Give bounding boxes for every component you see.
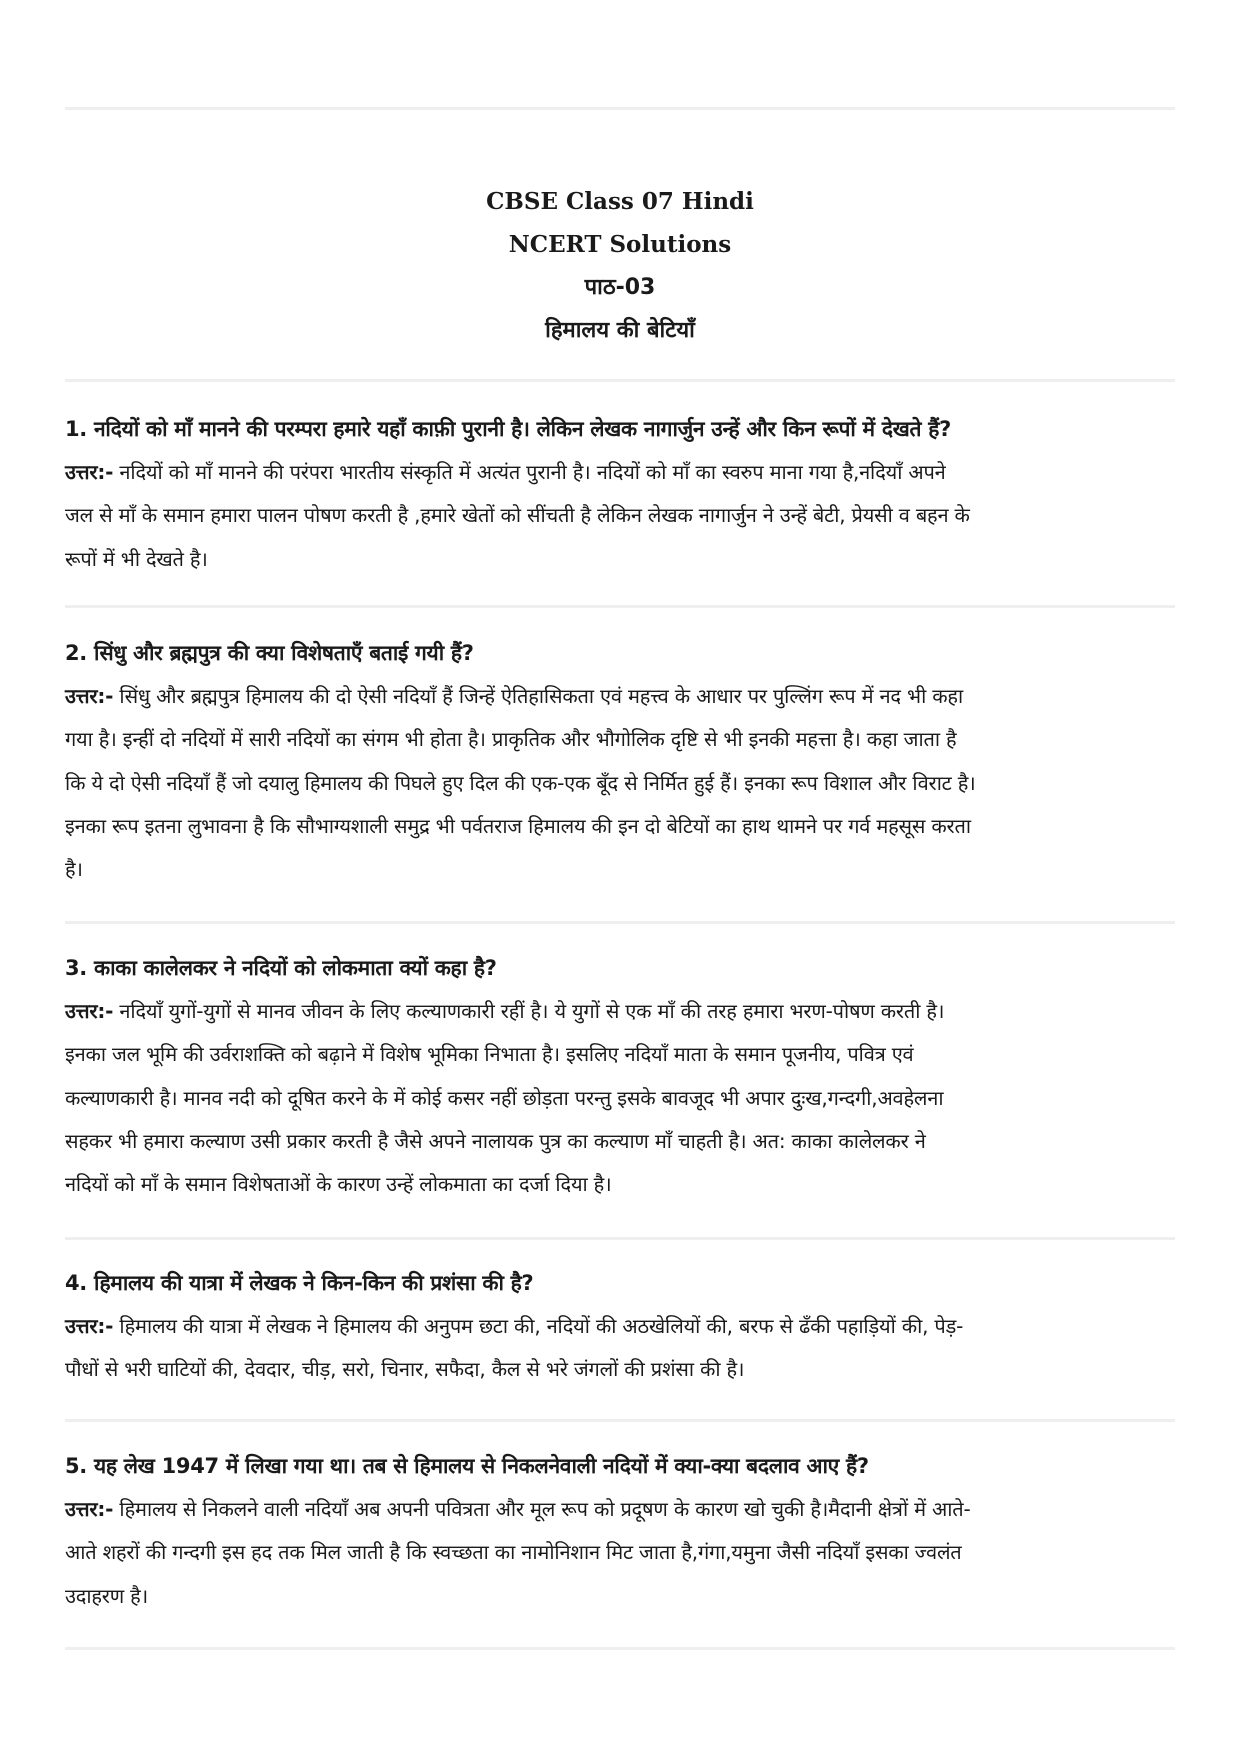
answer-line: कल्याणकारी है। मानव नदी को दूषित करने के में कोई कसर नहीं छोड़ता परन्तु इसके बावजूद भी अपार दुःख,गन्दगी,अवहेलना (65, 1085, 944, 1110)
answer-line: पौधों से भरी घाटियों की, देवदार, चीड़, सरो, चिनार, सफैदा, कैल से भरे जंगलों की प्रशंसा की है। (65, 1357, 745, 1382)
question: 2. सिंधु और ब्रह्मपुत्र की क्या विशेषताएँ बताई गयी हैं? (65, 641, 474, 665)
qa-item-1 (65, 408, 1180, 581)
qa-item-5 (65, 1445, 1180, 1618)
header-class-title: CBSE Class 07 Hindi (486, 188, 754, 215)
answer-line: है। (65, 857, 83, 882)
question: 4. हिमालय की यात्रा में लेखक ने किन-किन की प्रशंसा की है? (65, 1271, 534, 1295)
answer-line: उत्तर:- सिंधु और ब्रह्मपुत्र हिमालय की दो ऐसी नदियाँ हैं जिन्हें ऐतिहासिकता एवं महत्त्व के आधार पर पुल्लिंग रूप में नद भी कहा (65, 684, 963, 708)
answer-line: नदियों को माँ के समान विशेषताओं के कारण उन्हें लोकमाता का दर्जा दिया है। (65, 1172, 612, 1197)
answer-line: कि ये दो ऐसी नदियाँ हैं जो दयालु हिमालय की पिघले हुए दिल की एक-एक बूँद से निर्मित हुई हैं। इनका रूप विशाल और विराट है। (65, 770, 976, 795)
qa-item-2 (65, 632, 1180, 891)
answer-line: उत्तर:- नदियाँ युगों-युगों से मानव जीवन के लिए कल्याणकारी रहीं है। ये युगों से एक माँ की तरह हमारा भरण-पोषण करती है। (65, 999, 945, 1023)
answer-line: गया है। इन्हीं दो नदियों में सारी नदियों का संगम भी होता है। प्राकृतिक और भौगोलिक दृष्टि से भी इनकी महत्ता है। कहा जाता है (65, 727, 957, 752)
answer-line: जल से माँ के समान हमारा पालन पोषण करती है ,हमारे खेतों को सींचती है लेकिन लेखक नागार्जुन ने उन्हें बेटी, प्रेयसी व बहन के (65, 503, 970, 528)
qa-item-3 (65, 947, 1180, 1206)
answer-line: उदाहरण है। (65, 1583, 148, 1608)
answer-line: उत्तर:- नदियों को माँ मानने की परंपरा भारतीय संस्कृति में अत्यंत पुरानी है। नदियों को माँ का स्वरुप माना गया है,नदियाँ अपने (65, 460, 946, 484)
answer-line: उत्तर:- हिमालय की यात्रा में लेखक ने हिमालय की अनुपम छटा की, नदियों की अठखेलियों की, बरफ से ढँकी पहाड़ियों की, पेड़- (65, 1314, 964, 1338)
answer-line: इनका रूप इतना लुभावना है कि सौभाग्यशाली समुद्र भी पर्वतराज हिमालय की इन दो बेटियों का हाथ थामने पर गर्व महसूस करता (65, 813, 971, 838)
answer (65, 675, 1180, 891)
answer-label: उत्तर:- (65, 1497, 114, 1521)
answer (65, 1488, 1180, 1618)
answer-line: आते शहरों की गन्दगी इस हद तक मिल जाती है कि स्वच्छता का नामोनिशान मिट जाता है,गंगा,यमुना जैसी नदियाँ इसका ज्वलंत (65, 1540, 962, 1565)
header-chapter-title: हिमालय की बेटियाँ (545, 318, 695, 343)
question: 1. नदियों को माँ मानने की परम्परा हमारे यहाँ काफ़ी पुरानी है। लेकिन लेखक नागार्जुन उन्हें और किन रूपों में देखते हैं? (65, 417, 951, 441)
divider (65, 605, 1175, 608)
header-subtitle: NCERT Solutions (508, 231, 732, 258)
answer-line: उत्तर:- हिमालय से निकलने वाली नदियाँ अब अपनी पवित्रता और मूल रूप को प्रदूषण के कारण खो चुकी है।मैदानी क्षेत्रों में आते- (65, 1497, 971, 1521)
answer-label: उत्तर:- (65, 460, 114, 484)
answer (65, 990, 1180, 1206)
header-chapter-number: पाठ-03 (584, 275, 656, 300)
divider (65, 921, 1175, 924)
answer-line: रूपों में भी देखते है। (65, 546, 208, 571)
answer-line: इनका जल भूमि की उर्वराशक्ति को बढ़ाने में विशेष भूमिका निभाता है। इसलिए नदियाँ माता के समान पूजनीय, पवित्र एवं (65, 1042, 914, 1067)
divider (65, 379, 1175, 382)
answer (65, 451, 1180, 581)
divider (65, 1237, 1175, 1240)
divider (65, 107, 1175, 110)
question: 5. यह लेख 1947 में लिखा गया था। तब से हिमालय से निकलनेवाली नदियों में क्या-क्या बदलाव आए हैं? (65, 1454, 869, 1478)
answer (65, 1305, 1180, 1392)
answer-label: उत्तर:- (65, 999, 114, 1023)
answer-label: उत्तर:- (65, 1314, 114, 1338)
qa-item-4 (65, 1262, 1180, 1392)
divider (65, 1647, 1175, 1650)
answer-label: उत्तर:- (65, 684, 114, 708)
divider (65, 1419, 1175, 1422)
answer-line: सहकर भी हमारा कल्याण उसी प्रकार करती है जैसे अपने नालायक पुत्र का कल्याण माँ चाहती है। अत: काका कालेलकर ने (65, 1128, 926, 1153)
question: 3. काका कालेलकर ने नदियों को लोकमाता क्यों कहा है? (65, 956, 497, 980)
document-header (0, 180, 1240, 352)
